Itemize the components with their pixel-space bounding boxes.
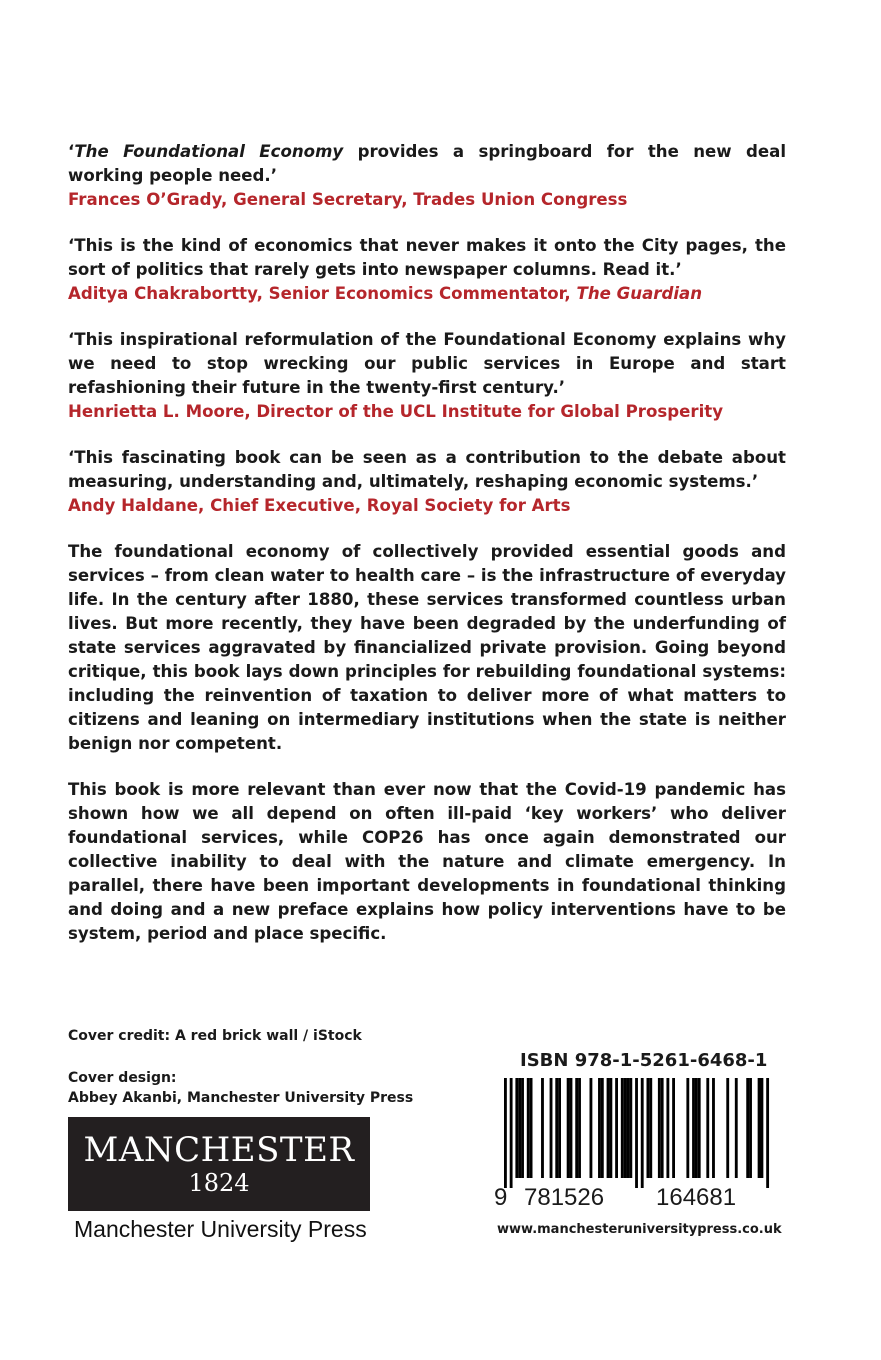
- barcode-digit-first: 9: [494, 1184, 508, 1211]
- barcode-digits-right: 164681: [656, 1184, 737, 1211]
- barcode-bar: [624, 1078, 627, 1178]
- barcode-bar: [735, 1078, 738, 1178]
- barcode-bar: [530, 1078, 533, 1178]
- description-paragraph-2: This book is more relevant than ever now that the Covid-19 pandemic has shown how we all depend on often ill-paid ‘key workers’ who deliver foundational services, while COP26 has once again demonstrated our collective inability to deal with the nature and climate emergency. In parallel, there have been important developments in foundational thinking and doing and a new preface explains how policy interventions have to be system, period and place specific.: [68, 780, 786, 943]
- isbn-label: ISBN 978-1-5261-6468-1: [520, 1050, 768, 1071]
- quote-block: [68, 446, 786, 518]
- barcode-bar: [746, 1078, 749, 1178]
- quote-block: [68, 328, 786, 424]
- barcode-bar: [607, 1078, 610, 1178]
- quote-text-part: The Foundational Economy: [74, 142, 344, 161]
- barcode-bar: [666, 1078, 669, 1178]
- barcode-bar: [758, 1078, 761, 1178]
- quote-attribution: [68, 282, 786, 306]
- barcode-bar: [635, 1078, 638, 1188]
- barcode-bar: [590, 1078, 593, 1178]
- barcode-bar: [766, 1078, 769, 1188]
- barcode-bar: [550, 1078, 553, 1178]
- barcode-bar: [647, 1078, 650, 1178]
- quote-text: [68, 328, 786, 400]
- barcode-bar: [615, 1078, 618, 1178]
- barcode-bar: [521, 1078, 524, 1178]
- barcode-bar: [621, 1078, 624, 1178]
- cover-credit: Cover credit: A red brick wall / iStock: [68, 1028, 362, 1044]
- barcode-bar: [601, 1078, 604, 1178]
- back-cover-text: [68, 140, 786, 968]
- quote-text-part: ‘This inspirational reformulation of the Foundational Economy explains why we need to stop wrecking our public services in Europe and start refashioning their future in the twenty-first century.’: [68, 330, 786, 397]
- attribution-part: Henrietta L. Moore, Director of the UCL Institute for Global Prosperity: [68, 402, 724, 421]
- attribution-part: Andy Haldane, Chief Executive, Royal Society for Arts: [68, 496, 571, 515]
- barcode-bar: [541, 1078, 544, 1178]
- barcode-bar: [695, 1078, 698, 1178]
- barcode-bar: [761, 1078, 764, 1178]
- barcode-bar: [609, 1078, 612, 1178]
- barcode-bar: [661, 1078, 664, 1178]
- barcode-bar: [578, 1078, 581, 1178]
- quote-attribution: [68, 188, 786, 212]
- quote-block: [68, 234, 786, 306]
- barcode-bar: [504, 1078, 507, 1188]
- barcode-digits-left: 781526: [524, 1184, 605, 1211]
- barcode-bar: [658, 1078, 661, 1178]
- barcode-bar: [686, 1078, 689, 1178]
- barcode-bar: [515, 1078, 518, 1178]
- cover-design-name: Abbey Akanbi, Manchester University Press: [68, 1090, 414, 1106]
- quote-text: [68, 446, 786, 494]
- barcode-bar: [641, 1078, 644, 1188]
- cover-design-label: Cover design:: [68, 1070, 177, 1086]
- barcode-bar: [627, 1078, 630, 1178]
- barcode-icon: [490, 1078, 770, 1188]
- quote-text: [68, 234, 786, 282]
- attribution-part: Frances O’Grady, General Secretary, Trades Union Congress: [68, 190, 628, 209]
- logo-name: MANCHESTER: [83, 1130, 355, 1170]
- quote-text-part: provides a springboard for the new deal working people need.’: [68, 142, 787, 185]
- quote-text-part: ‘: [68, 142, 75, 161]
- barcode-bar: [749, 1078, 752, 1178]
- barcode-bar: [567, 1078, 570, 1178]
- description-paragraph-1: The foundational economy of collectively provided essential goods and services – from clean water to health care – is the infrastructure of everyday life. In the century after 1880, these services transformed countless urban lives. But more recently, they have been degraded by the underfunding of state services aggravated by financialized private provision. Going beyond critique, this book lays down principles for rebuilding foundational systems: including the reinvention of taxation to deliver more of what matters to citizens and leaning on intermediary institutions when the state is neither benign nor competent.: [68, 542, 786, 753]
- barcode-bar: [698, 1078, 701, 1178]
- barcode-bar: [570, 1078, 573, 1178]
- barcode-bar: [692, 1078, 695, 1178]
- barcode-bar: [555, 1078, 558, 1178]
- barcode-bar: [649, 1078, 652, 1178]
- barcode-bar: [558, 1078, 561, 1178]
- barcode-bar: [726, 1078, 729, 1178]
- quote-text: [68, 140, 786, 188]
- barcode-bar: [629, 1078, 632, 1178]
- barcode-bar: [518, 1078, 521, 1178]
- press-name: Manchester University Press: [74, 1216, 367, 1242]
- quote-text-part: ‘This is the kind of economics that never makes it onto the City pages, the sort of politics that rarely gets into newspaper columns. Read it.’: [68, 236, 786, 279]
- barcode-bar: [527, 1078, 530, 1178]
- barcode-bar: [598, 1078, 601, 1178]
- barcode-bar: [706, 1078, 709, 1178]
- barcode-bar: [575, 1078, 578, 1178]
- barcode-bar: [672, 1078, 675, 1178]
- publisher-logo: [68, 1117, 370, 1211]
- publisher-website: www.manchesteruniversitypress.co.uk: [497, 1222, 782, 1237]
- quote-text-part: ‘This fascinating book can be seen as a contribution to the debate about measuring, understanding and, ultimately, reshaping economic systems.’: [68, 448, 786, 491]
- barcode-bar: [510, 1078, 513, 1188]
- barcode-bar: [712, 1078, 715, 1178]
- logo-year: 1824: [188, 1169, 250, 1197]
- attribution-part: The Guardian: [576, 284, 703, 303]
- quote-attribution: [68, 494, 786, 518]
- quote-block: [68, 140, 786, 212]
- endorsements: [68, 140, 786, 518]
- quote-attribution: [68, 400, 786, 424]
- attribution-part: Aditya Chakrabortty, Senior Economics Commentator,: [68, 284, 577, 303]
